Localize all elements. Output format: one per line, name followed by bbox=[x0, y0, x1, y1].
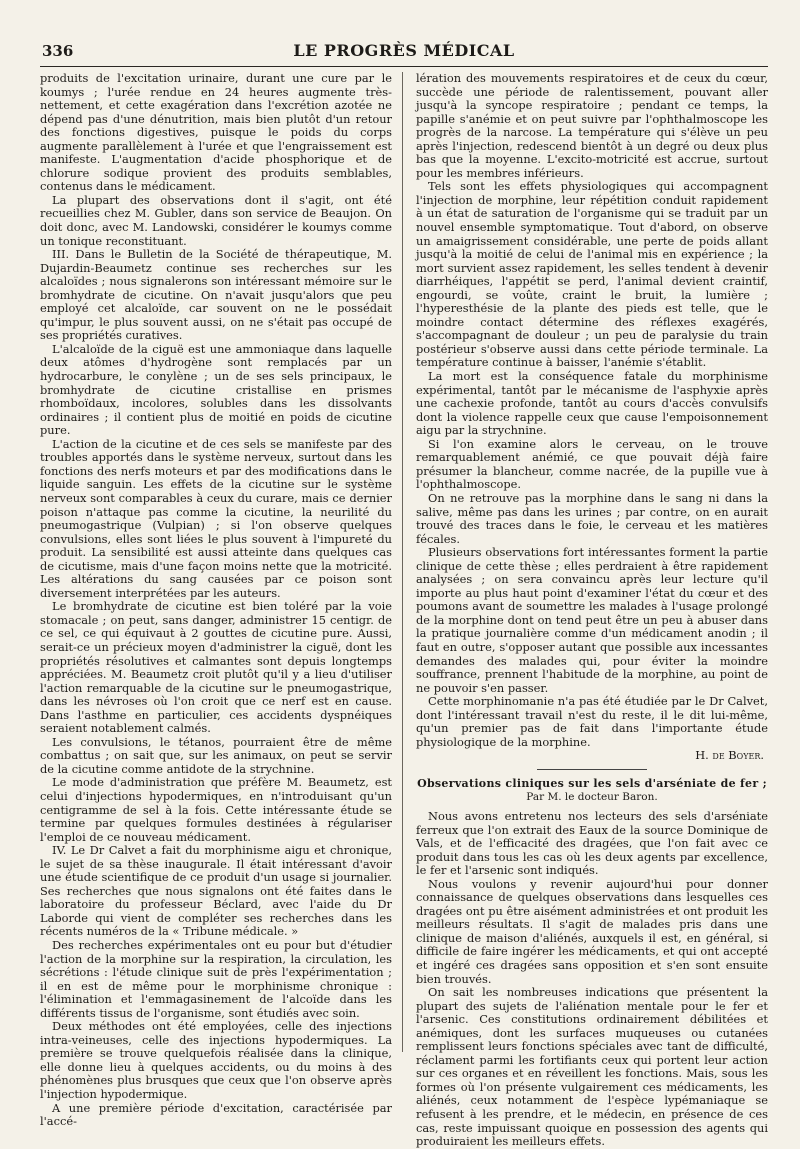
paragraph: L'alcaloïde de la ciguë est une ammoniaque dans laquelle deux atômes d'hydrogène sont remplacés par un hydrocarbure, le conylène ; un de ses sels principaux, le bromhydrate de cicutine cristallise en prismes rhomboïdaux, incolores, solubles dans les dissolvants ordinaires ; il contient plus de moitié en poids de cicutine pure. bbox=[40, 341, 392, 438]
paragraph: La plupart des observations dont il s'agit, ont été recueillies chez M. Gubler, dans son service de Beaujon. On doit donc, avec M. Landowski, considérer le koumys comme un tonique reconstituant. bbox=[40, 192, 392, 248]
paragraph: Tels sont les effets physiologiques qui accompagnent l'injection de morphine, leur répétition conduit rapidement à un état de saturation de l'organisme qui se traduit par un nouvel ensemble symptomatique. Tout d'abord, on observe un amaigrissement considérable, une perte de poids allant jusqu'à la moitié de celui de l'animal mis en expérience ; la mort survient assez rapidement, les selles tendent à devenir diarrhéiques, l'appétit se perd, l'animal devient craintif, engourdi, se voûte, craint le bruit, la lumière ; l'hyperesthésie de la plante des pieds est telle, que le moindre contact détermine des réflexes exagérés, s'accompagnant de douleur ; un peu de paralysie du train postérieur s'observe aussi dans cette période terminale. La température continue à baisser, l'anémie s'établit. bbox=[416, 179, 768, 370]
paragraph: Des recherches expérimentales ont eu pour but d'étudier l'action de la morphine sur la respiration, la circulation, les sécrétions : l'étude clinique suit de près l'expérimentation ; il en est de même pour le morphinisme chronique : l'élimination et l'emmagasinement de l'alcoïde dans les différents tissus de l'organisme, sont étudiés avec soin. bbox=[40, 938, 392, 1020]
right-column bbox=[416, 71, 768, 1149]
page-header bbox=[40, 36, 768, 67]
paragraph: A une première période d'excitation, caractérisée par l'accé- bbox=[40, 1100, 392, 1129]
paragraph: Le mode d'administration que préfère M. Beaumetz, est celui d'injections hypodermiques, en n'introduisant qu'un centigramme de sel à la fois. Cette intéressante étude se termine par quelques formules destinées à régulariser l'emploi de ce nouveau médicament. bbox=[40, 775, 392, 844]
article-paragraph: Nous avons entretenu nos lecteurs des sels d'arséniate ferreux que l'on extrait des Eaux de la source Dominique de Vals, et de l'efficacité des dragées, que l'on fait avec ce produit dans tous les cas où les deux agents par excellence, le fer et l'arsenic sont indiqués. bbox=[416, 808, 768, 878]
paragraph: Les convulsions, le tétanos, pourraient être de même combattus ; on sait que, sur les animaux, on peut se servir de la cicutine comme antidote de la strychnine. bbox=[40, 734, 392, 776]
paragraph: La mort est la conséquence fatale du morphinisme expérimental, tantôt par le mécanisme de l'asphyxie après une cachexie profonde, tantôt au cours d'accès convulsifs dont la violence rappelle ceux que cause l'empoisonnement aigu par la strychnine. bbox=[416, 369, 768, 438]
paragraph: Le bromhydrate de cicutine est bien toléré par la voie stomacale ; on peut, sans danger, administrer 15 centigr. de ce sel, ce qui équivaut à 2 gouttes de cicutine pure. Aussi, serait-ce un précieux moyen d'administrer la ciguë, dont les propriétés résolutives et calmantes sont depuis longtemps appréciées. M. Beaumetz croit plutôt qu'il y a lieu d'utiliser l'action remarquable de la cicutine sur le pneumogastrique, dans les névroses où l'on croit que ce nerf est en cause. Dans l'asthme en particulier, ces accidents dyspnéiques seraient notablement calmés. bbox=[40, 599, 392, 736]
article-paragraph: On sait les nombreuses indications que présentent la plupart des sujets de l'aliénation mentale pour le fer et l'arsenic. Ces constitutions ordinairement débilitées et anémiques, dont les surfaces muqueuses ou cutanées remplissent leurs fonctions spéciales avec tant de difficulté, réclament parmi les fortifiants ceux qui portent leur action sur ces organes et en réveillent les fonctions. Mais, sous les formes où l'on présente vulgairement ces médicaments, les aliénés, ceux notamment de l'espèce lypémaniaque se refusent à les prendre, et le médecin, en présence de ces cas, reste impuissant quoique en possession des agents qui produiraient les meilleurs effets. bbox=[416, 985, 768, 1149]
paragraph: produits de l'excitation urinaire, durant une cure par le koumys ; l'urée rendue en 24 heures augmente très-nettement, et cette exagération dans l'excrétion azotée ne dépend pas d'une dénutrition, mais bien plutôt d'un retour des fonctions digestives, puisque le poids du corps augmente parallèlement à l'urée et que l'engraissement est manifeste. L'augmentation d'acide phosphorique et de chlorure sodique provient des produits semblables, contenus dans le médicament. bbox=[40, 71, 392, 194]
left-column bbox=[40, 71, 392, 1129]
article-signature: H. de Boyer. bbox=[695, 748, 764, 763]
article-title: Observations cliniques sur les sels d'arséniate de fer ; bbox=[417, 776, 767, 790]
page-number: 336 bbox=[42, 42, 74, 60]
paragraph: IV. Le Dr Calvet a fait du morphinisme aigu et chronique, le sujet de sa thèse inaugurale. Il était intéressant d'avoir une étude scientifique de ce produit d'un usage si journalier. Ses recherches que nous signalons ont été faites dans le laboratoire du professeur Béclard, avec l'aide du Dr Laborde qui vient de compléter ses recherches dans les récents numéros de la « Tribune médicale. » bbox=[40, 843, 392, 939]
article-separator bbox=[537, 769, 647, 770]
journal-title: LE PROGRÈS MÉDICAL bbox=[293, 41, 515, 60]
column-divider bbox=[402, 72, 403, 1052]
paragraph: On ne retrouve pas la morphine dans le sang ni dans la salive, même pas dans les urines ; par contre, on en aurait trouvé des traces dans le foie, le cerveau et les matières fécales. bbox=[416, 490, 768, 546]
paragraph: L'action de la cicutine et de ces sels se manifeste par des troubles apportés dans le système nerveux, surtout dans les fonctions des nerfs moteurs et par des modifications dans le liquide sanguin. Les effets de la cicutine sur le système nerveux sont comparables à ceux du curare, mais ce dernier poison n'attaque pas comme la cicutine, la neurilité du pneumogastrique (Vulpian) ; si l'on observe quelques convulsions, elles sont liées le plus souvent à l'impureté du produit. La sensibilité est aussi atteinte dans quelques cas de cicutisme, mais d'une façon moins nette que la motricité. Les altérations du sang causées par ce poison sont diversement interprétées par les auteurs. bbox=[40, 436, 392, 600]
paragraph: Deux méthodes ont été employées, celle des injections intra-veineuses, celle des injections hypodermiques. La première se trouve quelquefois réalisée dans la clinique, elle donne lieu à quelques accidents, ou du moins à des phénomènes plus brusques que ceux que l'on observe après l'injection hypodermique. bbox=[40, 1019, 392, 1102]
paragraph: Si l'on examine alors le cerveau, on le trouve remarquablement anémié, ce que pouvait déjà faire présumer la blancheur, comme nacrée, de la pupille vue à l'ophthalmoscope. bbox=[416, 436, 768, 492]
article-byline: Par M. le docteur Baron. bbox=[526, 791, 658, 804]
paragraph: Cette morphinomanie n'a pas été étudiée par le Dr Calvet, dont l'intéressant travail n'est du reste, il le dit lui-même, qu'un premier pas de fait dans l'importante étude physiologique de la morphine. bbox=[416, 694, 768, 749]
paragraph: Plusieurs observations fort intéressantes forment la partie clinique de cette thèse ; elles perdraient à être rapidement analysées ; on sera convaincu après leur lecture qu'il importe au plus haut point d'examiner l'état du cœur et des poumons avant de soumettre les malades à l'usage prolongé de la morphine dont on tend peut être un peu à abuser dans la pratique journalière comme d'un médicament anodin ; il faut en outre, s'opposer autant que possible aux incessantes demandes des malades qui, pour éviter la moindre souffrance, prennent l'habitude de la morphine, au point de ne pouvoir s'en passer. bbox=[416, 545, 768, 695]
paragraph: lération des mouvements respiratoires et de ceux du cœur, succède une période de ralentissement, pouvant aller jusqu'à la syncope respiratoire ; pendant ce temps, la papille s'anémie et on peut suivre par l'ophthalmoscope les progrès de la narcose. La température qui s'élève un peu après l'injection, redescend bientôt à un degré ou deux plus bas que la moyenne. L'excito-motricité est accrue, surtout pour les membres inférieurs. bbox=[416, 71, 768, 180]
article-paragraph: Nous voulons y revenir aujourd'hui pour donner connaissance de quelques observations dans lesquelles ces dragées ont pu être aisément administrées et ont produit les meilleurs résultats. Il s'agit de malades pris dans une clinique de maison d'aliénés, auxquels il est, en général, si difficile de faire ingérer les médicaments, et qui ont accepté et ingéré ces dragées sans opposition et s'en sont ensuite bien trouvés. bbox=[416, 876, 768, 986]
paragraph: III. Dans le Bulletin de la Société de thérapeutique, M. Dujardin-Beaumetz continue ses recherches sur les alcaloïdes ; nous signalerons son intéressant mémoire sur le bromhydrate de cicutine. On n'avait jusqu'alors que peu employé cet alcaloïde, car souvent on ne le possédait qu'impur, le plus souvent aussi, on ne s'était pas occupé de ses propriétés curatives. bbox=[40, 247, 392, 343]
